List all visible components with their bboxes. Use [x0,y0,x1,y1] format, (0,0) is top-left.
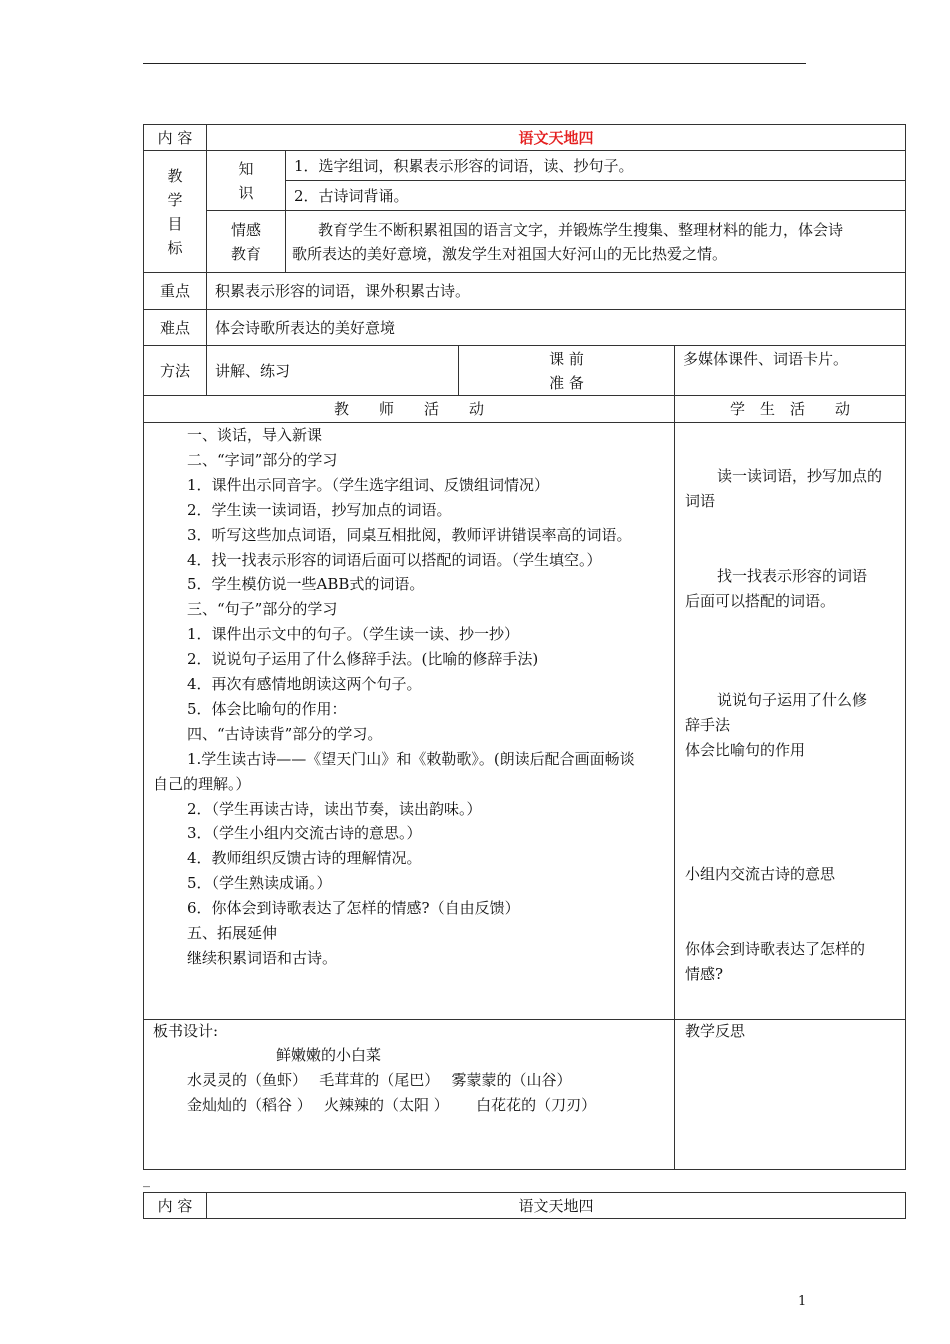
teacher-activity-line: 二、“字词”部分的学习 [187,450,338,469]
teacher-activity-line: 三、“句子”部分的学习 [187,600,338,619]
student-note-2: 找一找表示形容的词语 后面可以搭配的词语。 [685,567,868,610]
prep-label: 课 前 准 备 [459,346,675,396]
teacher-activity-header: 教 师 活 动 [144,396,675,423]
teacher-activity-line: 5．体会比喻句的作用： [187,699,347,718]
teacher-activity-line: 继续积累词语和古诗。 [187,948,338,967]
teacher-activity-line: 5．学生模仿说一些ABB式的词语。 [187,575,425,594]
teacher-activity-line: 四、“古诗读背”部分的学习。 [187,724,383,743]
teacher-activity-line: 6．你体会到诗歌表达了怎样的情感?（自由反馈） [187,899,520,918]
content-label: 内 容 [144,125,207,151]
board-design-row-1: 水灵灵的（鱼虾） 毛茸茸的（尾巴） 雾蒙蒙的（山谷） [187,1071,572,1089]
footer-table [143,1192,906,1219]
teacher-activity-line: 自己的理解。） [153,774,251,793]
reflection-label: 教学反思 [685,1022,746,1040]
board-design-label: 板书设计: [153,1022,219,1040]
teacher-activity-line: 2．（学生再读古诗，读出节奏，读出韵味。） [187,799,482,818]
teacher-activity-line: 1．课件出示文中的句子。（学生读一读、抄一抄） [187,625,520,644]
knowledge-label: 知 识 [207,151,286,211]
teacher-activity-line: 一、谈话，导入新课 [187,426,323,444]
dash-mark: _ [143,1172,150,1188]
teacher-activity-line: 2．说说句子运用了什么修辞手法。(比喻的修辞手法) [187,650,539,669]
prep-text: 多媒体课件、词语卡片。 [675,346,906,396]
student-note-1: 读一读词语，抄写加点的 词语 [685,467,883,510]
emotion-label: 情感 教育 [207,211,286,273]
teacher-activity-line: 5．（学生熟读成诵。） [187,874,332,893]
footer-content-label: 内 容 [144,1193,207,1219]
page-number: 1 [798,1294,807,1309]
teacher-activity-line: 1.学生读古诗——《望天门山》和《敕勒歌》。(朗读后配合画面畅谈 [187,749,635,768]
teacher-activity-line: 4．教师组织反馈古诗的理解情况。 [187,849,422,868]
teacher-activity-line: 1．课件出示同音字。（学生选字组词、反馈组词情况） [187,475,550,494]
difficult-label: 难点 [144,310,207,346]
difficult-text: 体会诗歌所表达的美好意境 [207,310,906,346]
teacher-activity-line: 4．找一找表示形容的词语后面可以搭配的词语。（学生填空。） [187,550,602,569]
teacher-activity-line: 4．再次有感情地朗读这两个句子。 [187,675,422,693]
board-design-title: 鲜嫩嫩的小白菜 [276,1046,382,1064]
teacher-activity-line: 3．听写这些加点词语，同桌互相批阅，教师评讲错误率高的词语。 [187,525,632,544]
method-label: 方法 [144,346,207,396]
teacher-activity-line: 五、拓展延伸 [187,924,278,942]
footer-title: 语文天地四 [207,1193,906,1219]
teacher-activity-line: 3．（学生小组内交流古诗的意思。） [187,824,422,843]
teacher-activity-line: 2．学生读一读词语，抄写加点的词语。 [187,500,452,519]
key-label: 重点 [144,273,207,310]
board-design-row-2: 金灿灿的（稻谷 ） 火辣辣的（太阳 ） 白花花的（刀刃） [187,1096,597,1114]
knowledge-item-2: 2．古诗词背诵。 [286,181,906,211]
knowledge-item-1: 1．选字组词，积累表示形容的词语，读、抄句子。 [286,151,906,181]
student-note-3: 说说句子运用了什么修 辞手法 体会比喻句的作用 [685,691,868,759]
emotion-text: 教育学生不断积累祖国的语言文字，并锻炼学生搜集、整理材料的能力，体会诗 歌所表达的美好意境，激发学生对祖国大好河山的无比热爱之情。 [286,211,906,273]
student-note-5: 你体会到诗歌表达了怎样的 情感? [685,940,866,983]
student-note-4: 小组内交流古诗的意思 [685,865,836,883]
header-rule [143,63,806,64]
student-activity-header: 学 生 活 动 [675,396,906,423]
method-text: 讲解、练习 [207,346,459,396]
key-text: 积累表示形容的词语，课外积累古诗。 [207,273,906,310]
lesson-title: 语文天地四 [207,125,906,151]
goals-label: 教 学 目 标 [144,151,207,273]
